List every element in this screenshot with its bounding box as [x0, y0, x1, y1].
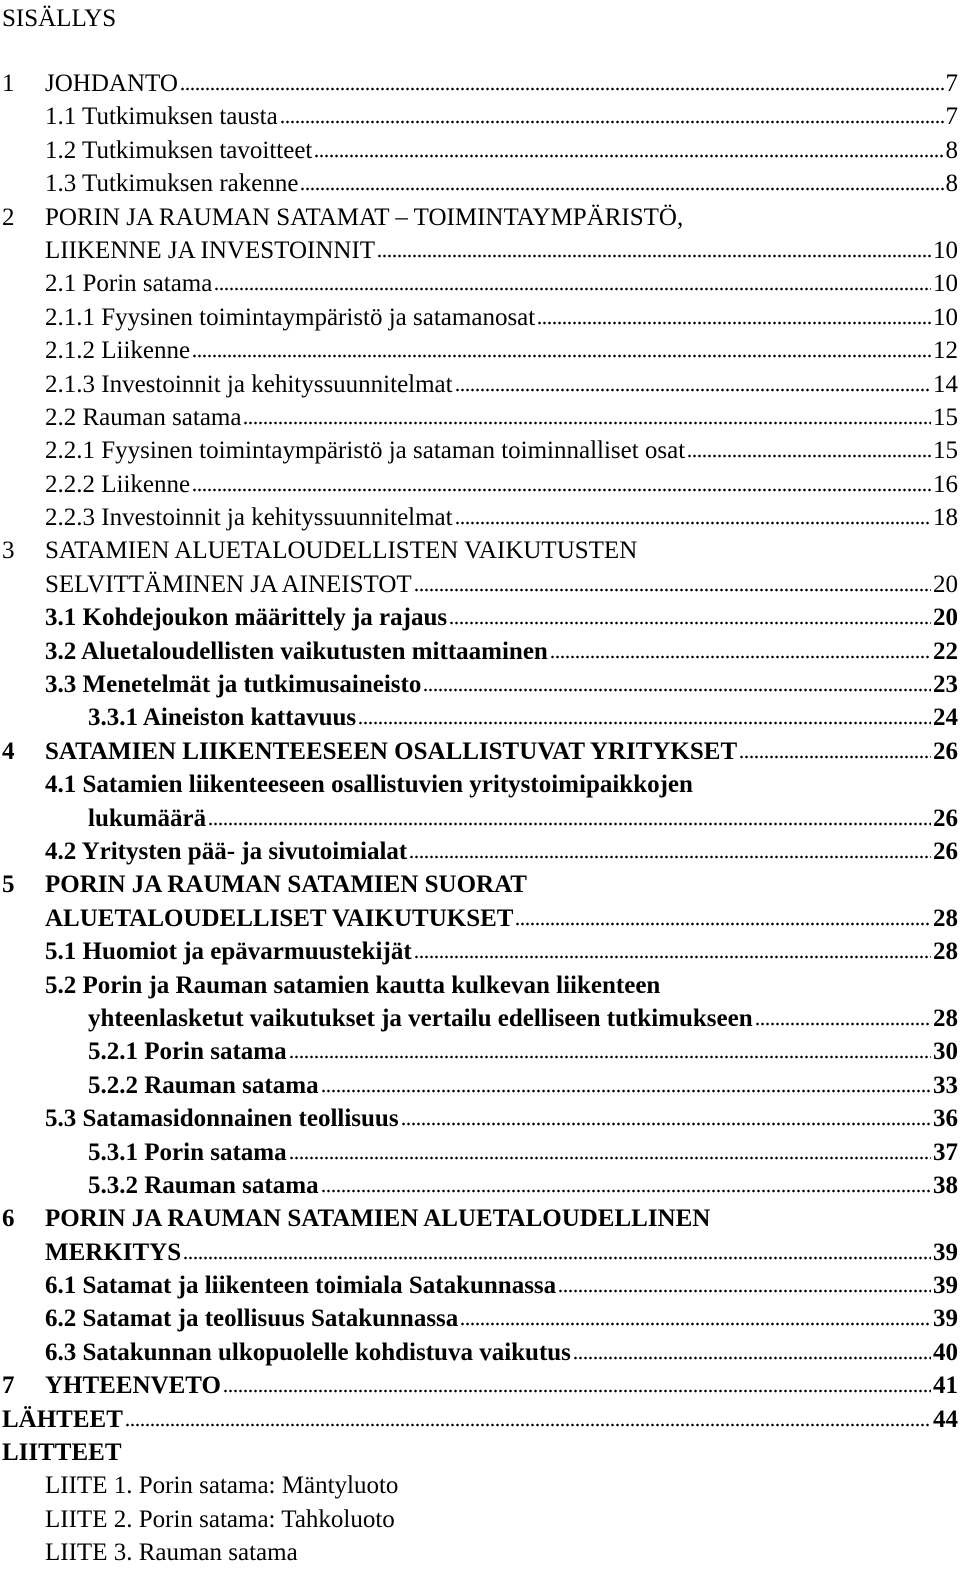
toc-dot-leader	[208, 822, 931, 826]
toc-entry[interactable]	[0, 167, 960, 200]
toc-entry-label: YHTEENVETO	[45, 1372, 221, 1400]
toc-entry-page: 8	[945, 136, 958, 164]
toc-entry-number: 5	[2, 871, 15, 899]
toc-entry-page: 40	[933, 1338, 958, 1366]
toc-entry-page: 39	[933, 1305, 958, 1333]
toc-entry-page: 37	[933, 1138, 958, 1166]
toc-entry[interactable]	[0, 134, 960, 167]
toc-entry-label: MERKITYS	[45, 1238, 182, 1266]
toc-dot-leader	[537, 321, 931, 325]
toc-dot-leader	[460, 1322, 931, 1326]
toc-entry-label: PORIN JA RAUMAN SATAMAT – TOIMINTAYMPÄRISTÖ,	[45, 203, 684, 231]
toc-entry[interactable]	[0, 668, 960, 701]
toc-entry[interactable]	[0, 1403, 960, 1436]
toc-entry[interactable]	[0, 1336, 960, 1369]
toc-entry-label: 5.3 Satamasidonnainen teollisuus	[45, 1105, 399, 1133]
toc-entry[interactable]	[0, 1102, 960, 1135]
toc-entry-label: 1.1 Tutkimuksen tausta	[45, 103, 278, 131]
toc-entry-label: 4.1 Satamien liikenteeseen osallistuvien yritystoimipaikkojen	[45, 771, 693, 799]
toc-entry-page: 28	[933, 938, 958, 966]
toc-entry-page: 26	[933, 804, 958, 832]
toc-entry[interactable]	[0, 201, 960, 234]
toc-entry-page: 26	[933, 737, 958, 765]
toc-entry-label: ALUETALOUDELLISET VAIKUTUKSET	[45, 904, 514, 932]
toc-dot-leader	[739, 755, 931, 759]
toc-entry-label: 2.2.1 Fyysinen toimintaympäristö ja sataman toiminnalliset osat	[45, 437, 686, 465]
toc-dot-leader	[455, 521, 931, 525]
toc-entry[interactable]	[0, 468, 960, 501]
toc-entry-label: 2.1 Porin satama	[45, 270, 213, 298]
toc-entry-label: LIITE 2. Porin satama: Tahkoluoto	[45, 1505, 395, 1533]
toc-entry[interactable]	[0, 1436, 960, 1469]
toc-entry-page: 38	[933, 1171, 958, 1199]
toc-dot-leader	[280, 120, 944, 124]
toc-entry-page: 39	[933, 1238, 958, 1266]
toc-entry[interactable]	[0, 601, 960, 634]
toc-entry[interactable]	[0, 1002, 960, 1035]
toc-entry-page: 10	[933, 236, 958, 264]
toc-entry-label: SELVITTÄMINEN JA AINEISTOT	[45, 570, 412, 598]
toc-dot-leader	[223, 1389, 931, 1393]
toc-entry[interactable]	[0, 267, 960, 300]
toc-entry-label: LÄHTEET	[2, 1405, 123, 1433]
toc-entry-label: 3.3 Menetelmät ja tutkimusaineisto	[45, 671, 422, 699]
toc-entry[interactable]	[0, 935, 960, 968]
toc-entry[interactable]	[0, 735, 960, 768]
toc-entry-page: 15	[933, 403, 958, 431]
toc-entry-label: 6.1 Satamat ja liikenteen toimiala Satakunnassa	[45, 1272, 557, 1300]
toc-entry-page: 20	[933, 570, 958, 598]
toc-entry-label: 1.3 Tutkimuksen rakenne	[45, 170, 299, 198]
toc-dot-leader	[300, 187, 943, 191]
toc-entry-number: 2	[2, 203, 15, 231]
toc-entry-label: LIITTEET	[2, 1439, 122, 1467]
toc-entry[interactable]	[0, 969, 960, 1002]
toc-entry-label: 5.2.1 Porin satama	[88, 1038, 287, 1066]
toc-dot-leader	[192, 354, 931, 358]
toc-dot-leader	[409, 855, 931, 859]
toc-dot-leader	[455, 388, 931, 392]
toc-entry-label: 2.2 Rauman satama	[45, 403, 242, 431]
toc-entry[interactable]	[0, 635, 960, 668]
toc-entry[interactable]	[0, 501, 960, 534]
toc-entry-label: 3.1 Kohdejoukon määrittely ja rajaus	[45, 604, 448, 632]
toc-entry[interactable]	[0, 1202, 960, 1235]
toc-entry-page: 28	[933, 904, 958, 932]
toc-entry-label: SATAMIEN ALUETALOUDELLISTEN VAIKUTUSTEN	[45, 537, 638, 565]
toc-entry-label: LIIKENNE JA INVESTOINNIT	[45, 236, 376, 264]
toc-dot-leader	[755, 1022, 931, 1026]
toc-entry[interactable]	[0, 234, 960, 267]
toc-entry-page: 10	[933, 270, 958, 298]
toc-entry-number: 1	[2, 70, 15, 97]
toc-entry[interactable]	[0, 1035, 960, 1068]
toc-entry-label: 6.2 Satamat ja teollisuus Satakunnassa	[45, 1305, 459, 1333]
toc-entry[interactable]	[0, 1369, 960, 1402]
toc-entry[interactable]	[0, 1503, 960, 1536]
toc-entry-label: LIITE 3. Rauman satama	[45, 1539, 298, 1567]
toc-entry[interactable]	[0, 1469, 960, 1502]
toc-dot-leader	[125, 1423, 931, 1427]
toc-entry[interactable]	[0, 301, 960, 334]
toc-entry[interactable]	[0, 368, 960, 401]
toc-dot-leader	[321, 1089, 931, 1093]
toc-entry-page: 14	[933, 370, 958, 398]
toc-dot-leader	[243, 421, 931, 425]
toc-entry-page: 15	[933, 437, 958, 465]
toc-entry-label: SATAMIEN LIIKENTEESEEN OSALLISTUVAT YRITYKSET	[45, 737, 738, 765]
toc-dot-leader	[414, 588, 931, 592]
toc-entry-page: 18	[933, 504, 958, 532]
toc-entry-page: 26	[933, 837, 958, 865]
toc-entry-page: 36	[933, 1105, 958, 1133]
toc-entry-label: yhteenlasketut vaikutukset ja vertailu edelliseen tutkimukseen	[88, 1004, 753, 1032]
toc-entry-label: 5.2 Porin ja Rauman satamien kautta kulkevan liikenteen	[45, 971, 661, 999]
toc-entry[interactable]	[0, 401, 960, 434]
toc-entry-page: 12	[933, 337, 958, 365]
toc-dot-leader	[321, 1189, 931, 1193]
toc-entry-page: 8	[945, 170, 958, 198]
toc-entry-label: 3.2 Aluetaloudellisten vaikutusten mittaaminen	[45, 637, 548, 665]
toc-dot-leader	[414, 955, 931, 959]
toc-entry-page: 41	[933, 1372, 958, 1400]
toc-entry-label: 5.1 Huomiot ja epävarmuustekijät	[45, 938, 412, 966]
toc-entry[interactable]	[0, 835, 960, 868]
toc-entry-label: 4.2 Yritysten pää- ja sivutoimialat	[45, 837, 408, 865]
toc-entry[interactable]	[0, 701, 960, 734]
toc-dot-leader	[377, 254, 931, 258]
toc-entry[interactable]	[0, 902, 960, 935]
toc-entry[interactable]	[0, 1069, 960, 1102]
toc-entry[interactable]	[0, 1536, 960, 1569]
toc-entry[interactable]	[0, 768, 960, 801]
toc-entry[interactable]	[0, 1169, 960, 1202]
toc-entry[interactable]	[0, 1236, 960, 1269]
toc-entry-page: 30	[933, 1038, 958, 1066]
table-of-contents	[0, 67, 960, 1570]
toc-entry-label: lukumäärä	[88, 804, 207, 832]
toc-entry-page: 10	[933, 303, 958, 331]
toc-entry[interactable]	[0, 534, 960, 567]
toc-entry-page: 39	[933, 1272, 958, 1300]
toc-entry[interactable]	[0, 568, 960, 601]
toc-dot-leader	[449, 621, 931, 625]
toc-dot-leader	[289, 1055, 931, 1059]
toc-entry-page: 22	[933, 637, 958, 665]
toc-entry-label: PORIN JA RAUMAN SATAMIEN ALUETALOUDELLINEN	[45, 1205, 711, 1233]
toc-entry-page: 16	[933, 470, 958, 498]
toc-entry[interactable]	[0, 1302, 960, 1335]
toc-entry-label: 2.1.3 Investoinnit ja kehityssuunnitelmat	[45, 370, 453, 398]
toc-entry-page: 7	[945, 103, 958, 131]
toc-entry-number: 7	[2, 1372, 15, 1400]
toc-entry-label: 2.2.2 Liikenne	[45, 470, 191, 498]
toc-entry-page: 20	[933, 604, 958, 632]
toc-dot-leader	[558, 1289, 931, 1293]
toc-dot-leader	[550, 655, 931, 659]
toc-dot-leader	[192, 488, 931, 492]
toc-dot-leader	[314, 154, 943, 158]
toc-entry[interactable]	[0, 1136, 960, 1169]
toc-entry-label: JOHDANTO	[45, 70, 178, 97]
toc-entry[interactable]	[0, 67, 960, 100]
toc-entry-page: 7	[945, 70, 958, 97]
toc-entry[interactable]	[0, 868, 960, 901]
toc-entry[interactable]	[0, 1269, 960, 1302]
toc-entry-page: 23	[933, 671, 958, 699]
toc-dot-leader	[289, 1156, 931, 1160]
toc-entry-label: 5.3.2 Rauman satama	[88, 1171, 319, 1199]
toc-entry-label: 6.3 Satakunnan ulkopuolelle kohdistuva vaikutus	[45, 1338, 571, 1366]
toc-entry-label: 2.1.1 Fyysinen toimintaympäristö ja satamanosat	[45, 303, 536, 331]
toc-entry-page: 24	[933, 704, 958, 732]
toc-entry[interactable]	[0, 434, 960, 467]
toc-entry-label: 2.1.2 Liikenne	[45, 337, 191, 365]
toc-dot-leader	[687, 454, 931, 458]
toc-dot-leader	[180, 87, 944, 91]
toc-entry-label: 1.2 Tutkimuksen tavoitteet	[45, 136, 313, 164]
toc-entry-number: 3	[2, 537, 15, 565]
toc-entry[interactable]	[0, 802, 960, 835]
toc-entry-page: 44	[933, 1405, 958, 1433]
toc-entry-number: 4	[2, 737, 15, 765]
toc-dot-leader	[214, 287, 931, 291]
toc-dot-leader	[183, 1256, 931, 1260]
toc-entry[interactable]	[0, 334, 960, 367]
toc-entry-page: 33	[933, 1071, 958, 1099]
toc-entry-label: PORIN JA RAUMAN SATAMIEN SUORAT	[45, 871, 527, 899]
toc-entry-label: 5.2.2 Rauman satama	[88, 1071, 319, 1099]
toc-entry-label: 3.3.1 Aineiston kattavuus	[88, 704, 357, 732]
toc-entry-number: 6	[2, 1205, 15, 1233]
toc-dot-leader	[423, 688, 931, 692]
toc-entry[interactable]	[0, 100, 960, 133]
toc-entry-page: 28	[933, 1004, 958, 1032]
toc-dot-leader	[515, 922, 931, 926]
toc-title: SISÄLLYS	[2, 5, 117, 32]
toc-entry-label: LIITE 1. Porin satama: Mäntyluoto	[45, 1472, 399, 1500]
toc-dot-leader	[573, 1356, 931, 1360]
toc-entry-label: 5.3.1 Porin satama	[88, 1138, 287, 1166]
toc-entry-label: 2.2.3 Investoinnit ja kehityssuunnitelmat	[45, 504, 453, 532]
toc-dot-leader	[401, 1122, 931, 1126]
toc-dot-leader	[358, 721, 931, 725]
